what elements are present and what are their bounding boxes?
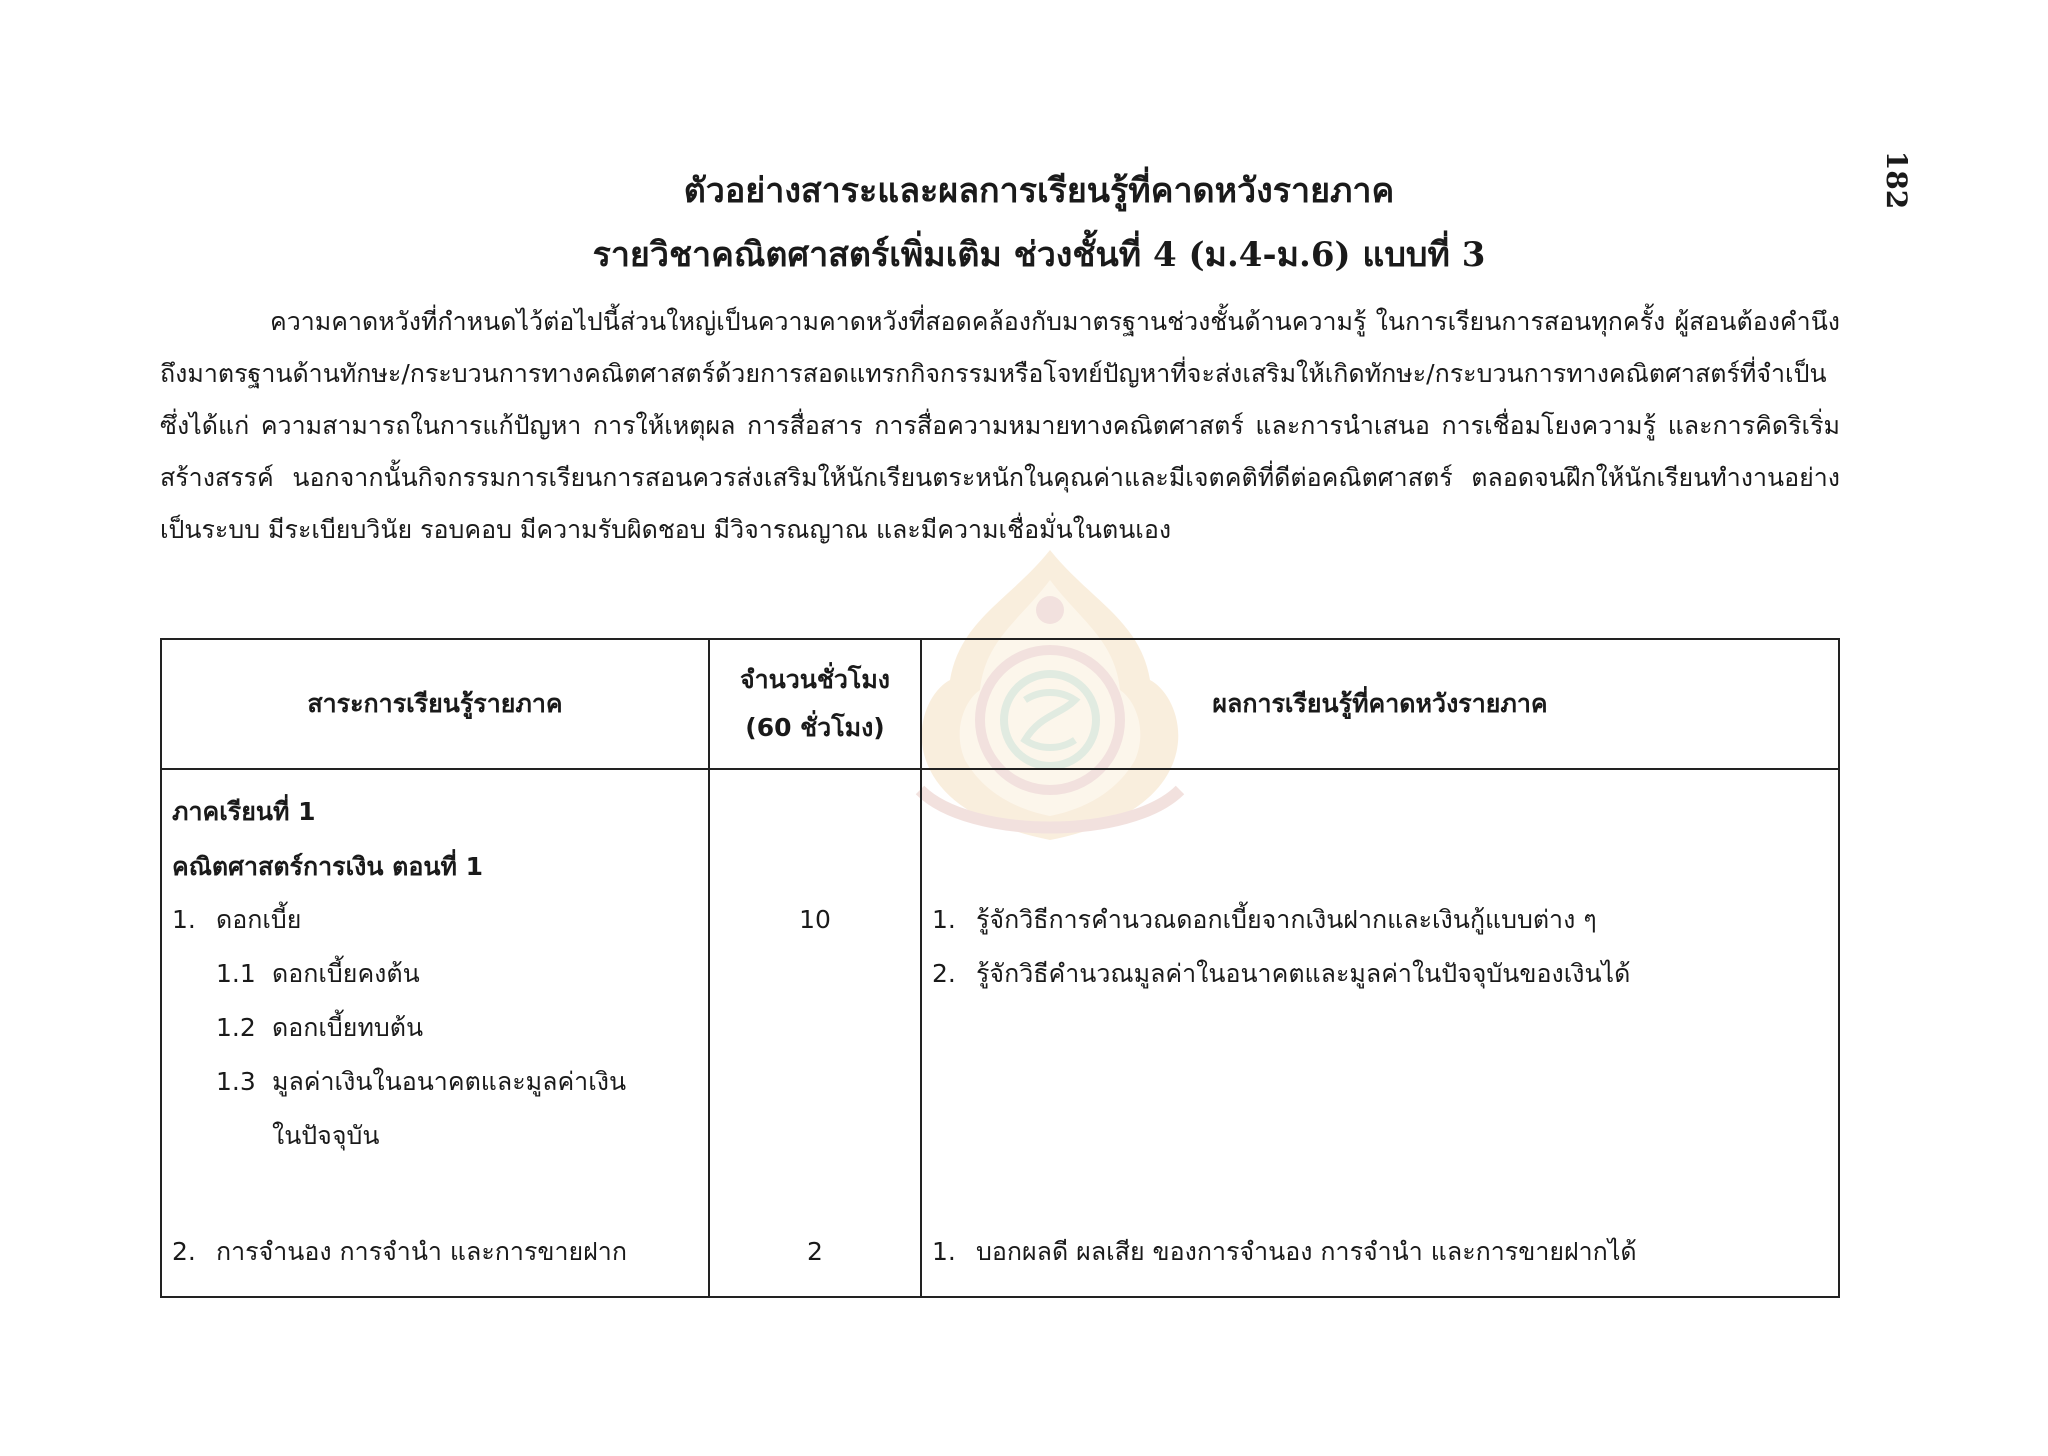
subtopic-continuation: ในปัจจุบัน: [272, 1121, 380, 1150]
subtopic-number: 1.1: [216, 959, 256, 988]
topic-hours: 2: [807, 1237, 823, 1266]
header-hours-total: (60 ชั่วโมง): [745, 713, 885, 742]
subtopic-number: 1.2: [216, 1013, 256, 1042]
subtopic-number: 1.3: [216, 1067, 256, 1096]
table-body-row: [161, 769, 1839, 1297]
outcome-number: 1.: [932, 1237, 956, 1266]
outcomes-cell: [921, 769, 1839, 1297]
document-subtitle: รายวิชาคณิตศาสตร์เพิ่มเติม ช่วงชั้นที่ 4 (ม.4-ม.6) แบบที่ 3: [592, 235, 1486, 275]
header-outcomes: ผลการเรียนรู้ที่คาดหวังรายภาค: [921, 639, 1839, 769]
header-hours-label: จำนวนชั่วโมง: [739, 665, 891, 694]
content-cell: [161, 769, 709, 1297]
unit-heading: คณิตศาสตร์การเงิน ตอนที่ 1: [172, 852, 484, 881]
outcome-item: [932, 1232, 1637, 1272]
topic-number: 2.: [172, 1237, 196, 1266]
intro-text: ความคาดหวังที่กำหนดไว้ต่อไปนี้ส่วนใหญ่เป็นความคาดหวังที่สอดคล้องกับมาตรฐานช่วงชั้นด้านความรู้ ในการเรียนการสอนทุกครั้ง ผู้สอนต้องคำนึงถึงมาตรฐานด้านทักษะ/กระบวนการทางคณิตศาสตร์ด้วยการสอดแทรกกิจกรรมหรือโจทย์ปัญหาที่จะส่งเสริมให้เกิดทักษะ/กระบวนการทางคณิตศาสตร์ที่จำเป็น ซึ่งได้แก่ ความสามารถในการแก้ปัญหา การให้เหตุผล การสื่อสาร การสื่อความหมายทางคณิตศาสตร์ และการนำเสนอ การเชื่อมโยงความรู้ และการคิดริเริ่มสร้างสรรค์ นอกจากนั้นกิจกรรมการเรียนการสอนควรส่งเสริมให้นักเรียนตระหนักในคุณค่าและมีเจตคติที่ดีต่อคณิตศาสตร์ ตลอดจนฝึกให้นักเรียนทำงานอย่างเป็นระบบ มีระเบียบวินัย รอบคอบ มีความรับผิดชอบ มีวิจารณญาณ และมีความเชื่อมั่นในตนเอง: [160, 307, 1840, 544]
outcome-text: รู้จักวิธีการคำนวณดอกเบี้ยจากเงินฝากและเงินกู้แบบต่าง ๆ: [976, 905, 1597, 934]
subtopic-item: [216, 1008, 423, 1048]
outcome-number: 1.: [932, 905, 956, 934]
table-header-row: [161, 639, 1839, 769]
header-content: สาระการเรียนรู้รายภาค: [161, 639, 709, 769]
outcome-text: บอกผลดี ผลเสีย ของการจำนอง การจำนำ และการขายฝากได้: [976, 1237, 1637, 1266]
topic-title: การจำนอง การจำนำ และการขายฝาก: [216, 1237, 627, 1266]
topic-hours: 10: [799, 905, 831, 934]
hours-cell: [709, 769, 921, 1297]
topic-item: [172, 1232, 627, 1272]
subtopic-title: ดอกเบี้ยทบต้น: [272, 1013, 424, 1042]
page-number: 182: [1880, 150, 1913, 210]
topic-title: ดอกเบี้ย: [216, 905, 302, 934]
outcome-item: [932, 954, 1630, 994]
document-title: ตัวอย่างสาระและผลการเรียนรู้ที่คาดหวังรายภาค: [683, 171, 1395, 211]
intro-paragraph: [160, 296, 1840, 556]
subtopic-title: มูลค่าเงินในอนาคตและมูลค่าเงิน: [272, 1067, 627, 1096]
topic-item: [172, 900, 301, 940]
topic-number: 1.: [172, 905, 196, 934]
semester-heading: ภาคเรียนที่ 1: [172, 797, 316, 826]
header-hours: [709, 639, 921, 769]
outcome-number: 2.: [932, 959, 956, 988]
subtopic-title: ดอกเบี้ยคงต้น: [272, 959, 420, 988]
outcome-text: รู้จักวิธีคำนวณมูลค่าในอนาคตและมูลค่าในปัจจุบันของเงินได้: [976, 959, 1631, 988]
subtopic-item: [216, 954, 420, 994]
subtopic-item: [216, 1062, 626, 1102]
outcome-item: [932, 900, 1597, 940]
learning-outcomes-table: [160, 638, 1840, 1298]
